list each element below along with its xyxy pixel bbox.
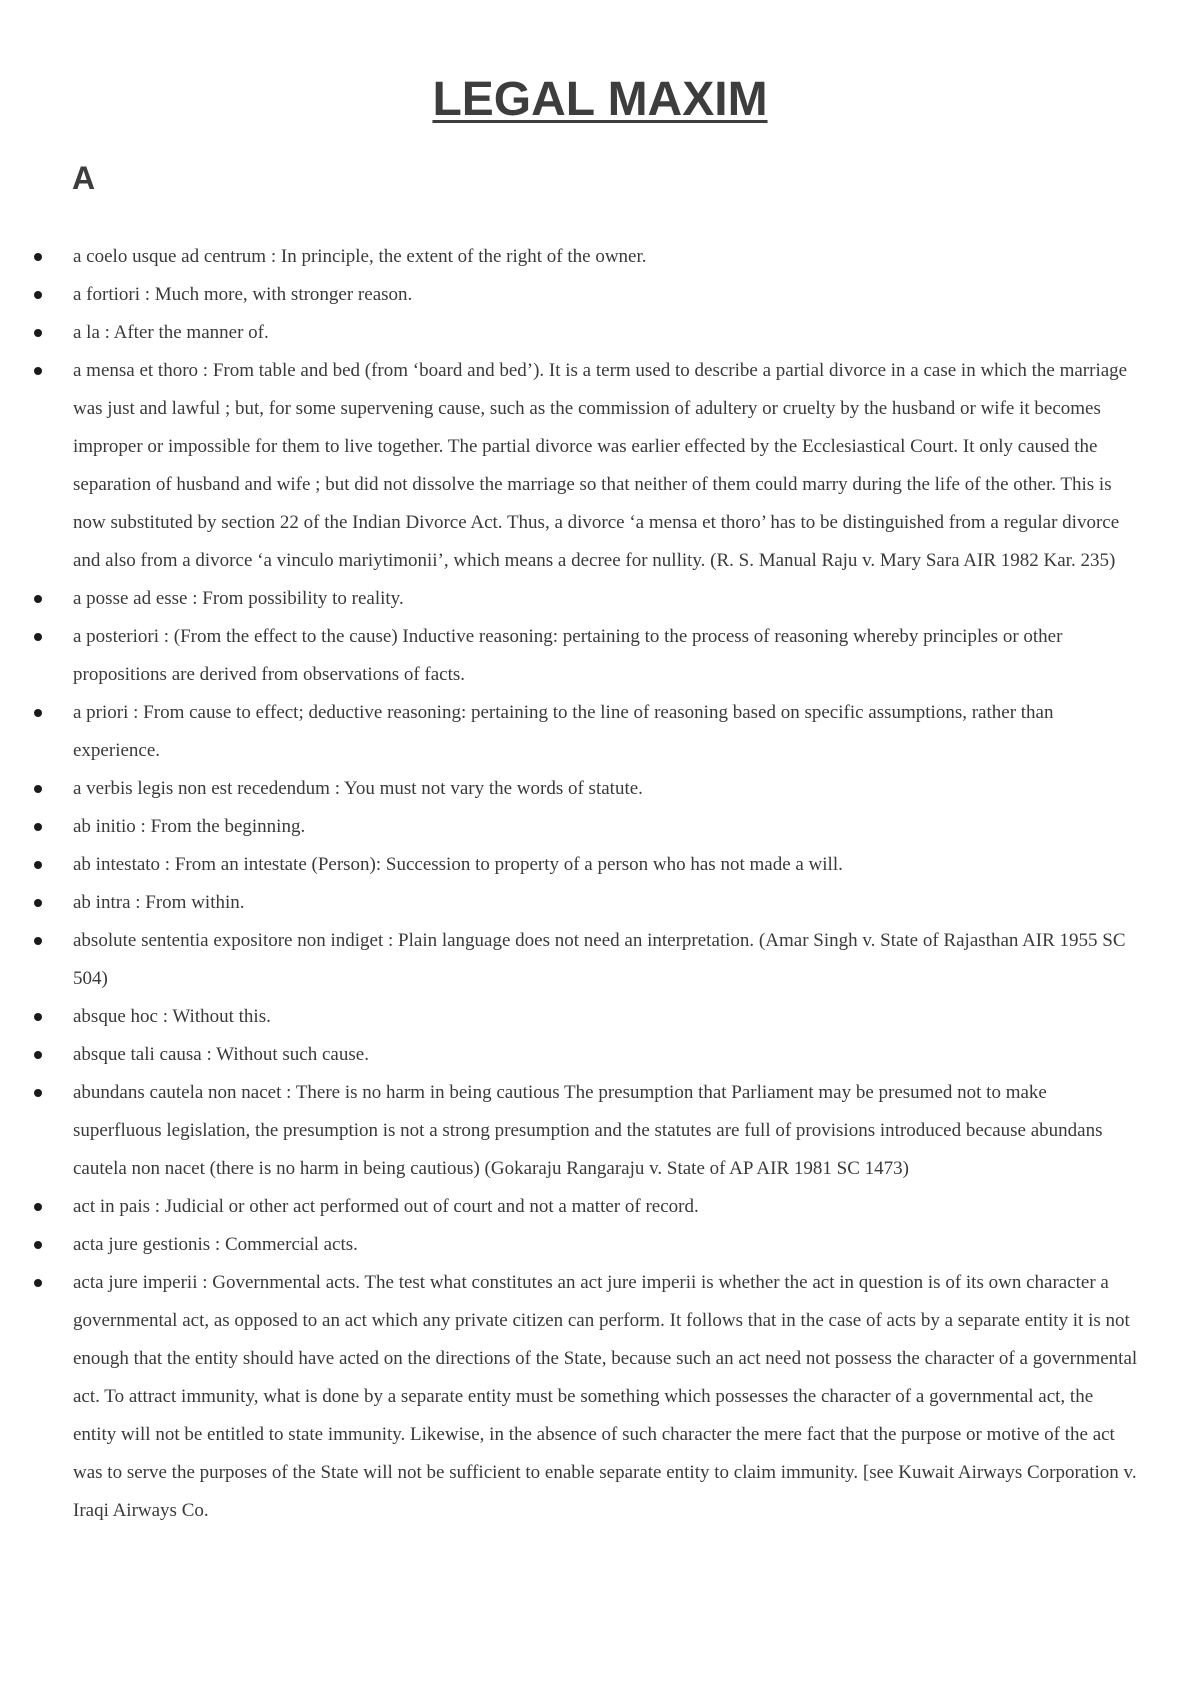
bullet-icon	[34, 823, 42, 831]
bullet-icon	[34, 633, 42, 641]
maxim-entry	[0, 694, 1200, 770]
maxim-entry	[0, 238, 1200, 276]
bullet-icon	[34, 595, 42, 603]
maxim-entry	[0, 314, 1200, 352]
maxim-list	[0, 238, 1200, 1530]
maxim-text: absolute sententia expositore non indiget : Plain language does not need an interpretation. (Amar Singh v. State of Rajasthan AIR 1955 SC 504)	[73, 930, 1126, 989]
maxim-text: act in pais : Judicial or other act performed out of court and not a matter of record.	[73, 1196, 699, 1217]
section-heading: A	[72, 160, 96, 196]
maxim-entry	[0, 808, 1200, 846]
bullet-icon	[34, 937, 42, 945]
bullet-icon	[34, 785, 42, 793]
bullet-icon	[34, 1089, 42, 1097]
maxim-text: a coelo usque ad centrum : In principle, the extent of the right of the owner.	[73, 246, 647, 267]
maxim-text: ab intra : From within.	[73, 892, 245, 913]
maxim-entry	[0, 922, 1200, 998]
document-title-text: LEGAL MAXIM	[432, 73, 768, 126]
maxim-entry	[0, 884, 1200, 922]
maxim-text: acta jure gestionis : Commercial acts.	[73, 1234, 358, 1255]
maxim-text: ab intestato : From an intestate (Person): Succession to property of a person who has not made a will.	[73, 854, 843, 875]
maxim-text: ab initio : From the beginning.	[73, 816, 306, 837]
maxim-entry	[0, 618, 1200, 694]
maxim-text: a posteriori : (From the effect to the cause) Inductive reasoning: pertaining to the process of reasoning whereby principles or other propositions are derived from observations of facts.	[73, 626, 1063, 685]
maxim-text: a fortiori : Much more, with stronger reason.	[73, 284, 413, 305]
maxim-entry	[0, 846, 1200, 884]
maxim-text: a posse ad esse : From possibility to reality.	[73, 588, 404, 609]
maxim-entry	[0, 1226, 1200, 1264]
bullet-icon	[34, 367, 42, 375]
bullet-icon	[34, 1051, 42, 1059]
maxim-text: a priori : From cause to effect; deductive reasoning: pertaining to the line of reasoning based on specific assumptions, rather than experience.	[73, 702, 1054, 761]
maxim-text: acta jure imperii : Governmental acts. The test what constitutes an act jure imperii is whether the act in question is of its own character a governmental act, as opposed to an act which any private citizen can perform. It follows that in the case of acts by a separate entity it is not enough that the entity should have acted on the directions of the State, because such an act need not possess the character of a governmental act. To attract immunity, what is done by a separate entity must be something which possesses the character of a governmental act, the entity will not be entitled to state immunity. Likewise, in the absence of such character the mere fact that the purpose or motive of the act was to serve the purposes of the State will not be sufficient to enable separate entity to claim immunity. [see Kuwait Airways Corporation v. Iraqi Airways Co.	[73, 1272, 1138, 1521]
bullet-icon	[34, 291, 42, 299]
bullet-icon	[34, 253, 42, 261]
bullet-icon	[34, 709, 42, 717]
document-title	[0, 72, 1200, 128]
maxim-text: a verbis legis non est recedendum : You must not vary the words of statute.	[73, 778, 643, 799]
bullet-icon	[34, 1279, 42, 1287]
maxim-entry	[0, 998, 1200, 1036]
bullet-icon	[34, 329, 42, 337]
maxim-entry	[0, 276, 1200, 314]
maxim-entry	[0, 1074, 1200, 1188]
bullet-icon	[34, 861, 42, 869]
bullet-icon	[34, 899, 42, 907]
maxim-entry	[0, 1188, 1200, 1226]
maxim-entry	[0, 1264, 1200, 1530]
maxim-text: a la : After the manner of.	[73, 322, 269, 343]
bullet-icon	[34, 1241, 42, 1249]
maxim-entry	[0, 770, 1200, 808]
maxim-text: abundans cautela non nacet : There is no harm in being cautious The presumption that Parliament may be presumed not to make superfluous legislation, the presumption is not a strong presumption and the statutes are full of provisions introduced because abundans cautela non nacet (there is no harm in being cautious) (Gokaraju Rangaraju v. State of AP AIR 1981 SC 1473)	[73, 1082, 1103, 1179]
maxim-entry	[0, 352, 1200, 580]
maxim-entry	[0, 580, 1200, 618]
maxim-text: absque tali causa : Without such cause.	[73, 1044, 369, 1065]
bullet-icon	[34, 1013, 42, 1021]
maxim-entry	[0, 1036, 1200, 1074]
maxim-text: a mensa et thoro : From table and bed (from ‘board and bed’). It is a term used to describe a partial divorce in a case in which the marriage was just and lawful ; but, for some supervening cause, such as the commission of adultery or cruelty by the husband or wife it becomes improper or impossible for them to live together. The partial divorce was earlier effected by the Ecclesiastical Court. It only caused the separation of husband and wife ; but did not dissolve the marriage so that neither of them could marry during the life of the other. This is now substituted by section 22 of the Indian Divorce Act. Thus, a divorce ‘a mensa et thoro’ has to be distinguished from a regular divorce and also from a divorce ‘a vinculo mariytimonii’, which means a decree for nullity. (R. S. Manual Raju v. Mary Sara AIR 1982 Kar. 235)	[73, 360, 1128, 571]
maxim-text: absque hoc : Without this.	[73, 1006, 271, 1027]
bullet-icon	[34, 1203, 42, 1211]
